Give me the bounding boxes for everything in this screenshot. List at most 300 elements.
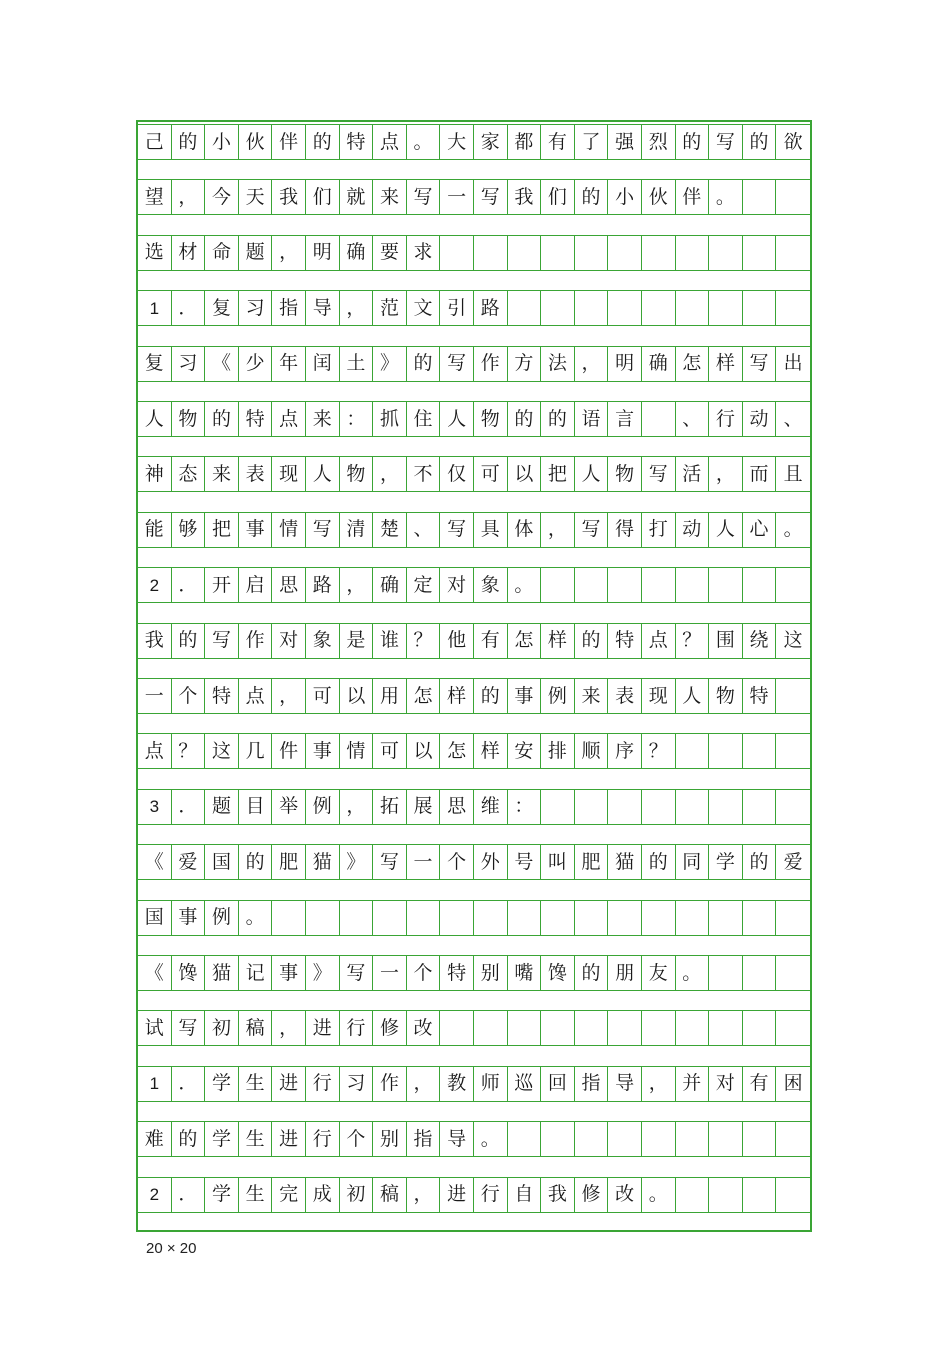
grid-cell <box>474 1010 508 1046</box>
grid-cell: 猫 <box>205 955 239 991</box>
grid-cell: 导 <box>608 1066 642 1102</box>
grid-cell <box>407 900 441 936</box>
grid-cell: 人 <box>138 401 172 437</box>
grid-cell: 选 <box>138 235 172 271</box>
grid-cell: 人 <box>306 456 340 492</box>
grid-cell <box>575 789 609 825</box>
grid-cell: 个 <box>340 1121 374 1157</box>
grid-cell: ， <box>407 1177 441 1213</box>
grid-cell: 一 <box>440 179 474 215</box>
grid-cell: 命 <box>205 235 239 271</box>
grid-cell: 来 <box>575 678 609 714</box>
grid-cell: 物 <box>340 456 374 492</box>
grid-cell: 而 <box>743 456 777 492</box>
grid-cell: 物 <box>474 401 508 437</box>
grid-cell: 就 <box>340 179 374 215</box>
grid-cell <box>608 789 642 825</box>
grid-cell: 。 <box>642 1177 676 1213</box>
grid-cell <box>743 1177 777 1213</box>
grid-cell <box>709 789 743 825</box>
grid-cell: 事 <box>172 900 206 936</box>
grid-cell: 写 <box>306 512 340 548</box>
grid-cell: 清 <box>340 512 374 548</box>
grid-cell <box>676 1010 710 1046</box>
grid-cell <box>306 900 340 936</box>
grid-cell <box>575 900 609 936</box>
grid-cell: 的 <box>239 844 273 880</box>
grid-cell: 表 <box>608 678 642 714</box>
grid-cell: 象 <box>474 567 508 603</box>
grid-cell: 记 <box>239 955 273 991</box>
grid-cell: 》 <box>306 955 340 991</box>
grid-cell <box>474 900 508 936</box>
grid-cell: 几 <box>239 733 273 769</box>
grid-cell: 习 <box>172 346 206 382</box>
grid-cell: ． <box>172 1177 206 1213</box>
grid-cell: 。 <box>239 900 273 936</box>
grid-cell <box>541 567 575 603</box>
grid-cell: 。 <box>407 124 441 160</box>
grid-cell: 师 <box>474 1066 508 1102</box>
grid-cell: ， <box>272 1010 306 1046</box>
grid-cell <box>642 290 676 326</box>
grid-cell: ． <box>172 567 206 603</box>
grid-cell: 材 <box>172 235 206 271</box>
grid-cell <box>676 900 710 936</box>
grid-cell: 1 <box>138 1066 172 1102</box>
grid-cell: 写 <box>440 346 474 382</box>
grid-cell: 望 <box>138 179 172 215</box>
grid-cell: 难 <box>138 1121 172 1157</box>
grid-cell: 同 <box>676 844 710 880</box>
grid-cell: 特 <box>743 678 777 714</box>
grid-cell: 可 <box>474 456 508 492</box>
grid-row <box>138 456 810 492</box>
grid-cell: 写 <box>642 456 676 492</box>
grid-cell: ？ <box>407 623 441 659</box>
grid-cell <box>508 235 542 271</box>
grid-cell <box>541 235 575 271</box>
grid-cell: 改 <box>407 1010 441 1046</box>
grid-cell: 样 <box>541 623 575 659</box>
grid-cell: 《 <box>205 346 239 382</box>
grid-cell <box>709 235 743 271</box>
grid-cell: 少 <box>239 346 273 382</box>
grid-cell: 。 <box>474 1121 508 1157</box>
grid-row <box>138 567 810 603</box>
grid-cell: 指 <box>575 1066 609 1102</box>
grid-cell <box>440 235 474 271</box>
grid-cell <box>340 900 374 936</box>
grid-cell: 事 <box>272 955 306 991</box>
grid-cell: 事 <box>239 512 273 548</box>
grid-cell: 点 <box>272 401 306 437</box>
grid-cell: 人 <box>440 401 474 437</box>
grid-cell: 求 <box>407 235 441 271</box>
grid-cell <box>541 1010 575 1046</box>
grid-cell: 定 <box>407 567 441 603</box>
grid-cell <box>508 1010 542 1046</box>
grid-cell: 导 <box>440 1121 474 1157</box>
grid-cell: 题 <box>239 235 273 271</box>
grid-cell: 写 <box>575 512 609 548</box>
grid-cell: 怎 <box>407 678 441 714</box>
grid-cell: ， <box>340 290 374 326</box>
grid-cell: 学 <box>205 1066 239 1102</box>
grid-cell: 的 <box>575 623 609 659</box>
grid-cell <box>440 1010 474 1046</box>
grid-cell <box>709 290 743 326</box>
grid-cell: 文 <box>407 290 441 326</box>
grid-row <box>138 1066 810 1102</box>
grid-cell: 个 <box>440 844 474 880</box>
grid-cell: ？ <box>642 733 676 769</box>
grid-cell: 猫 <box>608 844 642 880</box>
grid-cell: ， <box>272 678 306 714</box>
grid-cell: 号 <box>508 844 542 880</box>
grid-cell: ， <box>642 1066 676 1102</box>
grid-cell <box>743 290 777 326</box>
grid-cell: 对 <box>440 567 474 603</box>
grid-cell: 确 <box>373 567 407 603</box>
grid-cell: 写 <box>340 955 374 991</box>
grid-cell <box>575 1121 609 1157</box>
grid-cell: 进 <box>272 1066 306 1102</box>
grid-cell <box>743 900 777 936</box>
grid-cell: 初 <box>205 1010 239 1046</box>
grid-cell: 以 <box>508 456 542 492</box>
grid-cell: ： <box>340 401 374 437</box>
grid-cell: 复 <box>138 346 172 382</box>
grid-row <box>138 733 810 769</box>
grid-cell <box>676 1121 710 1157</box>
grid-cell: 确 <box>340 235 374 271</box>
grid-cell: ． <box>172 789 206 825</box>
grid-cell: 我 <box>508 179 542 215</box>
grid-cell: 的 <box>407 346 441 382</box>
grid-cell: 指 <box>272 290 306 326</box>
grid-cell: 绕 <box>743 623 777 659</box>
grid-row <box>138 1010 810 1046</box>
grid-cell: ， <box>541 512 575 548</box>
grid-cell <box>676 733 710 769</box>
grid-cell: 来 <box>373 179 407 215</box>
grid-cell: 把 <box>541 456 575 492</box>
grid-cell: 巡 <box>508 1066 542 1102</box>
grid-cell <box>272 900 306 936</box>
grid-cell: 且 <box>776 456 810 492</box>
grid-row <box>138 401 810 437</box>
grid-cell: 方 <box>508 346 542 382</box>
grid-cell: 的 <box>676 124 710 160</box>
grid-cell: 我 <box>541 1177 575 1213</box>
grid-cell: 进 <box>272 1121 306 1157</box>
grid-cell: 完 <box>272 1177 306 1213</box>
grid-cell: 例 <box>541 678 575 714</box>
grid-cell: 目 <box>239 789 273 825</box>
grid-cell: 行 <box>340 1010 374 1046</box>
grid-cell: ， <box>407 1066 441 1102</box>
grid-cell: 的 <box>743 844 777 880</box>
grid-cell: 题 <box>205 789 239 825</box>
grid-cell: 对 <box>272 623 306 659</box>
grid-cell: 伙 <box>642 179 676 215</box>
grid-cell: 以 <box>407 733 441 769</box>
grid-cell: 举 <box>272 789 306 825</box>
grid-cell: 有 <box>743 1066 777 1102</box>
grid-cell <box>776 900 810 936</box>
grid-cell: 成 <box>306 1177 340 1213</box>
grid-cell: 行 <box>306 1066 340 1102</box>
grid-cell: 的 <box>642 844 676 880</box>
grid-cell: 们 <box>306 179 340 215</box>
grid-cell: ， <box>272 235 306 271</box>
grid-cell: 可 <box>373 733 407 769</box>
grid-cell: ？ <box>172 733 206 769</box>
grid-cell: ？ <box>676 623 710 659</box>
grid-cell: 点 <box>138 733 172 769</box>
grid-cell <box>541 1121 575 1157</box>
grid-row <box>138 1121 810 1157</box>
grid-cell <box>608 1121 642 1157</box>
grid-cell: 维 <box>474 789 508 825</box>
grid-cell: 作 <box>373 1066 407 1102</box>
grid-cell <box>608 235 642 271</box>
grid-cell: 人 <box>709 512 743 548</box>
grid-row <box>138 844 810 880</box>
grid-cell: 开 <box>205 567 239 603</box>
grid-cell: 友 <box>642 955 676 991</box>
grid-cell <box>642 567 676 603</box>
grid-cell: 能 <box>138 512 172 548</box>
grid-cell: 物 <box>709 678 743 714</box>
grid-cell: 的 <box>474 678 508 714</box>
grid-cell: 排 <box>541 733 575 769</box>
grid-row <box>138 124 810 160</box>
grid-cell: 特 <box>440 955 474 991</box>
grid-cell: 烈 <box>642 124 676 160</box>
grid-cell: 样 <box>709 346 743 382</box>
grid-cell: 。 <box>709 179 743 215</box>
grid-cell: 体 <box>508 512 542 548</box>
grid-cell: 欲 <box>776 124 810 160</box>
grid-cell: 我 <box>138 623 172 659</box>
grid-cell: 把 <box>205 512 239 548</box>
grid-row <box>138 623 810 659</box>
grid-row <box>138 678 810 714</box>
grid-cell: 是 <box>340 623 374 659</box>
grid-cell: 小 <box>608 179 642 215</box>
grid-cell: 事 <box>508 678 542 714</box>
grid-cell <box>642 900 676 936</box>
grid-cell: 谁 <box>373 623 407 659</box>
grid-cell: 困 <box>776 1066 810 1102</box>
grid-cell: 写 <box>709 124 743 160</box>
grid-cell <box>642 1010 676 1046</box>
grid-cell <box>575 235 609 271</box>
grid-cell: 个 <box>407 955 441 991</box>
grid-cell: 学 <box>709 844 743 880</box>
grid-cell: 肥 <box>272 844 306 880</box>
grid-cell <box>776 789 810 825</box>
grid-cell: 活 <box>676 456 710 492</box>
grid-cell: 范 <box>373 290 407 326</box>
grid-cell: 修 <box>575 1177 609 1213</box>
grid-cell: 、 <box>676 401 710 437</box>
grid-cell: 爱 <box>776 844 810 880</box>
grid-cell: 国 <box>205 844 239 880</box>
grid-cell: 回 <box>541 1066 575 1102</box>
grid-cell: 自 <box>508 1177 542 1213</box>
grid-cell: 一 <box>407 844 441 880</box>
grid-cell: 特 <box>608 623 642 659</box>
grid-cell: 叫 <box>541 844 575 880</box>
grid-row <box>138 235 810 271</box>
grid-cell: 明 <box>608 346 642 382</box>
grid-cell: 改 <box>608 1177 642 1213</box>
grid-cell <box>508 900 542 936</box>
grid-cell: 得 <box>608 512 642 548</box>
grid-cell: 强 <box>608 124 642 160</box>
grid-cell: 行 <box>306 1121 340 1157</box>
grid-cell: ， <box>709 456 743 492</box>
grid-row <box>138 346 810 382</box>
grid-cell <box>743 1010 777 1046</box>
grid-cell <box>776 179 810 215</box>
grid-cell: 语 <box>575 401 609 437</box>
grid-row <box>138 512 810 548</box>
grid-cell: 外 <box>474 844 508 880</box>
grid-cell: 大 <box>440 124 474 160</box>
grid-cell: 这 <box>776 623 810 659</box>
grid-cell <box>642 789 676 825</box>
grid-cell: 心 <box>743 512 777 548</box>
grid-cell: 特 <box>205 678 239 714</box>
grid-cell: 写 <box>172 1010 206 1046</box>
grid-cell: 点 <box>373 124 407 160</box>
grid-cell <box>608 567 642 603</box>
grid-cell: 的 <box>172 623 206 659</box>
grid-cell: 确 <box>642 346 676 382</box>
grid-cell: 住 <box>407 401 441 437</box>
grid-cell: 天 <box>239 179 273 215</box>
grid-cell <box>709 900 743 936</box>
grid-cell <box>676 290 710 326</box>
grid-cell: 特 <box>239 401 273 437</box>
grid-row <box>138 290 810 326</box>
grid-cell: 用 <box>373 678 407 714</box>
grid-cell: 对 <box>709 1066 743 1102</box>
grid-cell: 点 <box>642 623 676 659</box>
grid-cell: 试 <box>138 1010 172 1046</box>
grid-cell <box>541 290 575 326</box>
grid-cell <box>743 733 777 769</box>
grid-cell: ， <box>340 567 374 603</box>
grid-cell: 明 <box>306 235 340 271</box>
grid-cell: 、 <box>776 401 810 437</box>
grid-cell: 法 <box>541 346 575 382</box>
grid-cell <box>776 1121 810 1157</box>
grid-cell: 国 <box>138 900 172 936</box>
grid-cell: 复 <box>205 290 239 326</box>
grid-cell: 来 <box>306 401 340 437</box>
grid-cell: 具 <box>474 512 508 548</box>
grid-row <box>138 1177 810 1213</box>
grid-cell: 馋 <box>541 955 575 991</box>
grid-cell: 围 <box>709 623 743 659</box>
grid-cell: 顺 <box>575 733 609 769</box>
grid-cell: 。 <box>676 955 710 991</box>
grid-cell <box>743 179 777 215</box>
grid-cell: 情 <box>272 512 306 548</box>
grid-cell: 拓 <box>373 789 407 825</box>
grid-cell <box>575 290 609 326</box>
grid-cell: 2 <box>138 567 172 603</box>
grid-cell: 写 <box>407 179 441 215</box>
grid-cell: 可 <box>306 678 340 714</box>
writing-grid-sheet <box>136 120 812 1232</box>
grid-cell: 启 <box>239 567 273 603</box>
grid-cell <box>709 955 743 991</box>
grid-cell <box>676 789 710 825</box>
grid-cell: 他 <box>440 623 474 659</box>
grid-cell: 进 <box>440 1177 474 1213</box>
grid-size-label: 20 × 20 <box>146 1240 197 1257</box>
grid-cell: ． <box>172 290 206 326</box>
grid-cell: 有 <box>541 124 575 160</box>
grid-cell: 不 <box>407 456 441 492</box>
grid-cell: 。 <box>776 512 810 548</box>
grid-cell: 以 <box>340 678 374 714</box>
grid-cell: 现 <box>642 678 676 714</box>
grid-cell: 们 <box>541 179 575 215</box>
grid-cell: 情 <box>340 733 374 769</box>
grid-cell: 打 <box>642 512 676 548</box>
grid-cell: 写 <box>474 179 508 215</box>
grid-cell: 伴 <box>272 124 306 160</box>
grid-cell: ， <box>172 179 206 215</box>
grid-cell: 的 <box>205 401 239 437</box>
grid-cell: 一 <box>138 678 172 714</box>
grid-cell <box>709 1121 743 1157</box>
grid-cell: 写 <box>440 512 474 548</box>
grid-cell: 小 <box>205 124 239 160</box>
grid-cell <box>642 235 676 271</box>
grid-cell: 家 <box>474 124 508 160</box>
grid-cell <box>776 567 810 603</box>
grid-cell <box>776 1177 810 1213</box>
grid-cell: 行 <box>474 1177 508 1213</box>
grid-cell: 教 <box>440 1066 474 1102</box>
grid-cell: 3 <box>138 789 172 825</box>
grid-cell: 学 <box>205 1121 239 1157</box>
grid-cell: 的 <box>575 179 609 215</box>
grid-cell: 现 <box>272 456 306 492</box>
grid-cell: 个 <box>172 678 206 714</box>
grid-cell: ， <box>373 456 407 492</box>
grid-cell: 写 <box>743 346 777 382</box>
grid-row <box>138 789 810 825</box>
grid-cell: 学 <box>205 1177 239 1213</box>
grid-cell: 我 <box>272 179 306 215</box>
grid-cell <box>776 1010 810 1046</box>
grid-cell: 够 <box>172 512 206 548</box>
grid-cell: 2 <box>138 1177 172 1213</box>
grid-cell: 表 <box>239 456 273 492</box>
grid-cell: 嘴 <box>508 955 542 991</box>
grid-cell: 动 <box>743 401 777 437</box>
grid-cell: 要 <box>373 235 407 271</box>
